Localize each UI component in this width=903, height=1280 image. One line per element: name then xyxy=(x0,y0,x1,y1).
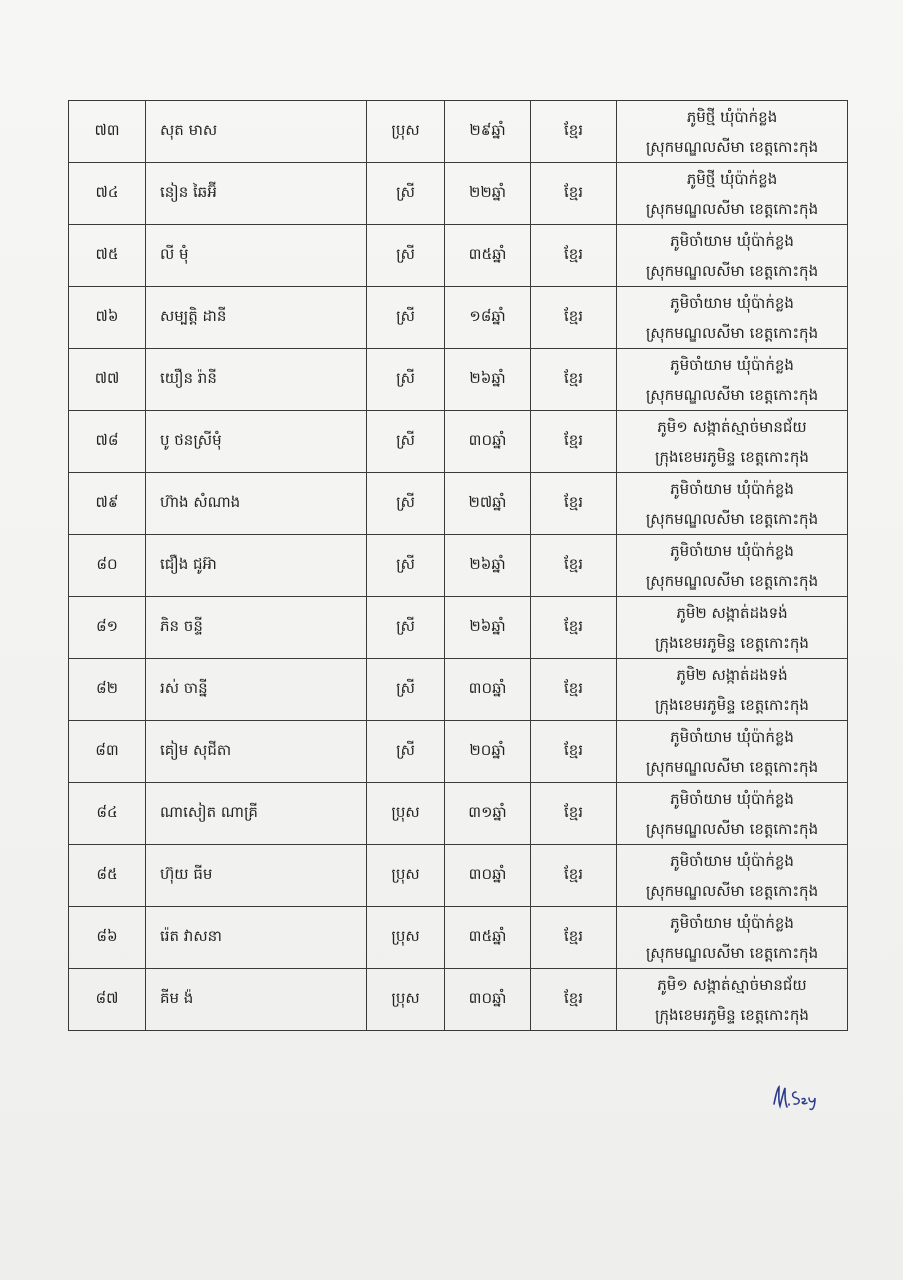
table-row xyxy=(69,287,848,349)
address-line-1: ភូមិចាំយាម ឃុំប៉ាក់ខ្លង xyxy=(670,789,794,808)
person-name: សុត មាស xyxy=(146,101,367,163)
table-row xyxy=(69,783,848,845)
person-sex: ប្រុស xyxy=(367,845,445,907)
person-address xyxy=(617,473,848,535)
person-name: យឿន រ៉ានី xyxy=(146,349,367,411)
person-name: ជឿង ជូអ៊ា xyxy=(146,535,367,597)
person-sex: ស្រី xyxy=(367,411,445,473)
person-age: ៣០ឆ្នាំ xyxy=(445,659,531,721)
person-ethnicity: ខ្មែរ xyxy=(531,969,617,1031)
person-address xyxy=(617,163,848,225)
person-ethnicity: ខ្មែរ xyxy=(531,349,617,411)
address-line-2: ក្រុងខេមរភូមិន្ទ ខេត្តកោះកុង xyxy=(655,633,809,652)
address-line-2: ស្រុកមណ្ឌលសីមា ខេត្តកោះកុង xyxy=(645,943,819,962)
address-line-2: ស្រុកមណ្ឌលសីមា ខេត្តកោះកុង xyxy=(645,881,819,900)
person-ethnicity: ខ្មែរ xyxy=(531,659,617,721)
person-age: ២២ឆ្នាំ xyxy=(445,163,531,225)
table-row xyxy=(69,101,848,163)
row-number: ៧៧ xyxy=(69,349,146,411)
address-line-2: ក្រុងខេមរភូមិន្ទ ខេត្តកោះកុង xyxy=(655,695,809,714)
roster-table xyxy=(68,100,848,1031)
person-ethnicity: ខ្មែរ xyxy=(531,907,617,969)
address-line-2: ស្រុកមណ្ឌលសីមា ខេត្តកោះកុង xyxy=(645,261,819,280)
person-sex: ប្រុស xyxy=(367,969,445,1031)
person-ethnicity: ខ្មែរ xyxy=(531,783,617,845)
address-line-1: ភូមិចាំយាម ឃុំប៉ាក់ខ្លង xyxy=(670,913,794,932)
address-line-1: ភូមិចាំយាម ឃុំប៉ាក់ខ្លង xyxy=(670,293,794,312)
person-address xyxy=(617,907,848,969)
person-age: ៣០ឆ្នាំ xyxy=(445,845,531,907)
row-number: ៨២ xyxy=(69,659,146,721)
row-number: ៧៣ xyxy=(69,101,146,163)
address-line-1: ភូមិថ្មី ឃុំប៉ាក់ខ្លង xyxy=(686,107,778,126)
address-line-1: ភូមិចាំយាម ឃុំប៉ាក់ខ្លង xyxy=(670,541,794,560)
person-age: ២៦ឆ្នាំ xyxy=(445,535,531,597)
person-sex: ស្រី xyxy=(367,659,445,721)
table-row xyxy=(69,225,848,287)
row-number: ៧៦ xyxy=(69,287,146,349)
person-sex: ប្រុស xyxy=(367,101,445,163)
address-line-2: ស្រុកមណ្ឌលសីមា ខេត្តកោះកុង xyxy=(645,571,819,590)
person-age: ៣០ឆ្នាំ xyxy=(445,411,531,473)
person-sex: ស្រី xyxy=(367,473,445,535)
person-name: ហ៊ុយ ធីម xyxy=(146,845,367,907)
address-line-2: ស្រុកមណ្ឌលសីមា ខេត្តកោះកុង xyxy=(645,323,819,342)
person-ethnicity: ខ្មែរ xyxy=(531,225,617,287)
row-number: ៨៦ xyxy=(69,907,146,969)
person-address xyxy=(617,659,848,721)
address-line-1: ភូមិចាំយាម ឃុំប៉ាក់ខ្លង xyxy=(670,355,794,374)
address-line-1: ភូមិចាំយាម ឃុំប៉ាក់ខ្លង xyxy=(670,851,794,870)
person-ethnicity: ខ្មែរ xyxy=(531,287,617,349)
person-name: បូ ថនស្រីមុំ xyxy=(146,411,367,473)
person-name: គីម ង៉ xyxy=(146,969,367,1031)
address-line-2: ស្រុកមណ្ឌលសីមា ខេត្តកោះកុង xyxy=(645,509,819,528)
person-ethnicity: ខ្មែរ xyxy=(531,845,617,907)
person-sex: ស្រី xyxy=(367,225,445,287)
person-address xyxy=(617,721,848,783)
address-line-1: ភូមិ២ សង្កាត់ដងទង់ xyxy=(676,665,788,684)
person-address xyxy=(617,287,848,349)
person-name: ភិន ចន្ទី xyxy=(146,597,367,659)
person-age: ២៦ឆ្នាំ xyxy=(445,597,531,659)
person-age: ៣៥ឆ្នាំ xyxy=(445,225,531,287)
table-row xyxy=(69,473,848,535)
row-number: ៨១ xyxy=(69,597,146,659)
person-age: ២៧ឆ្នាំ xyxy=(445,473,531,535)
address-line-2: ស្រុកមណ្ឌលសីមា ខេត្តកោះកុង xyxy=(645,819,819,838)
address-line-1: ភូមិចាំយាម ឃុំប៉ាក់ខ្លង xyxy=(670,479,794,498)
person-name: លី មុំ xyxy=(146,225,367,287)
person-address xyxy=(617,349,848,411)
person-name: សម្បត្តិ ដានី xyxy=(146,287,367,349)
row-number: ៨៣ xyxy=(69,721,146,783)
person-sex: ប្រុស xyxy=(367,907,445,969)
person-address xyxy=(617,597,848,659)
handwritten-signature xyxy=(770,1082,832,1112)
row-number: ៨៥ xyxy=(69,845,146,907)
address-line-1: ភូមិ១ សង្កាត់ស្មាច់មានជ័យ xyxy=(657,975,807,994)
row-number: ៧៥ xyxy=(69,225,146,287)
table-row xyxy=(69,659,848,721)
address-line-2: ស្រុកមណ្ឌលសីមា ខេត្តកោះកុង xyxy=(645,385,819,404)
person-address xyxy=(617,225,848,287)
person-age: ២៦ឆ្នាំ xyxy=(445,349,531,411)
person-age: ២០ឆ្នាំ xyxy=(445,721,531,783)
address-line-2: ក្រុងខេមរភូមិន្ទ ខេត្តកោះកុង xyxy=(655,447,809,466)
table-row xyxy=(69,969,848,1031)
person-age: ៣៥ឆ្នាំ xyxy=(445,907,531,969)
row-number: ៧៤ xyxy=(69,163,146,225)
person-name: នៀន ឆៃអ៊ី xyxy=(146,163,367,225)
person-sex: ប្រុស xyxy=(367,783,445,845)
person-age: ៣០ឆ្នាំ xyxy=(445,969,531,1031)
person-address xyxy=(617,845,848,907)
row-number: ៨៧ xyxy=(69,969,146,1031)
person-ethnicity: ខ្មែរ xyxy=(531,597,617,659)
person-age: ៣១ឆ្នាំ xyxy=(445,783,531,845)
row-number: ៧៨ xyxy=(69,411,146,473)
person-ethnicity: ខ្មែរ xyxy=(531,411,617,473)
address-line-1: ភូមិចាំយាម ឃុំប៉ាក់ខ្លង xyxy=(670,231,794,250)
person-ethnicity: ខ្មែរ xyxy=(531,473,617,535)
table-row xyxy=(69,721,848,783)
person-ethnicity: ខ្មែរ xyxy=(531,721,617,783)
person-name: រ៉េត វាសនា xyxy=(146,907,367,969)
table-row xyxy=(69,907,848,969)
row-number: ៨៤ xyxy=(69,783,146,845)
table-row xyxy=(69,535,848,597)
address-line-2: ក្រុងខេមរភូមិន្ទ ខេត្តកោះកុង xyxy=(655,1005,809,1024)
person-name: ណាសៀត ណាគ្រី xyxy=(146,783,367,845)
row-number: ៧៩ xyxy=(69,473,146,535)
table-row xyxy=(69,845,848,907)
person-address xyxy=(617,969,848,1031)
address-line-2: ស្រុកមណ្ឌលសីមា ខេត្តកោះកុង xyxy=(645,199,819,218)
person-name: ហ៊ាង សំណាង xyxy=(146,473,367,535)
address-line-1: ភូមិថ្មី ឃុំប៉ាក់ខ្លង xyxy=(686,169,778,188)
signature-ink xyxy=(770,1082,832,1112)
table-row xyxy=(69,349,848,411)
row-number: ៨០ xyxy=(69,535,146,597)
person-address xyxy=(617,535,848,597)
person-address xyxy=(617,101,848,163)
table-row xyxy=(69,163,848,225)
person-name: គៀម សុជីតា xyxy=(146,721,367,783)
person-address xyxy=(617,783,848,845)
person-sex: ស្រី xyxy=(367,349,445,411)
person-ethnicity: ខ្មែរ xyxy=(531,535,617,597)
person-sex: ស្រី xyxy=(367,721,445,783)
person-sex: ស្រី xyxy=(367,163,445,225)
table-row xyxy=(69,597,848,659)
person-sex: ស្រី xyxy=(367,287,445,349)
address-line-2: ស្រុកមណ្ឌលសីមា ខេត្តកោះកុង xyxy=(645,137,819,156)
person-ethnicity: ខ្មែរ xyxy=(531,163,617,225)
person-name: រស់ ចាន្នី xyxy=(146,659,367,721)
person-age: ២៩ឆ្នាំ xyxy=(445,101,531,163)
address-line-2: ស្រុកមណ្ឌលសីមា ខេត្តកោះកុង xyxy=(645,757,819,776)
address-line-1: ភូមិចាំយាម ឃុំប៉ាក់ខ្លង xyxy=(670,727,794,746)
person-address xyxy=(617,411,848,473)
address-line-1: ភូមិ២ សង្កាត់ដងទង់ xyxy=(676,603,788,622)
person-sex: ស្រី xyxy=(367,597,445,659)
person-ethnicity: ខ្មែរ xyxy=(531,101,617,163)
person-sex: ស្រី xyxy=(367,535,445,597)
address-line-1: ភូមិ១ សង្កាត់ស្មាច់មានជ័យ xyxy=(657,417,807,436)
person-age: ១៨ឆ្នាំ xyxy=(445,287,531,349)
table-row xyxy=(69,411,848,473)
